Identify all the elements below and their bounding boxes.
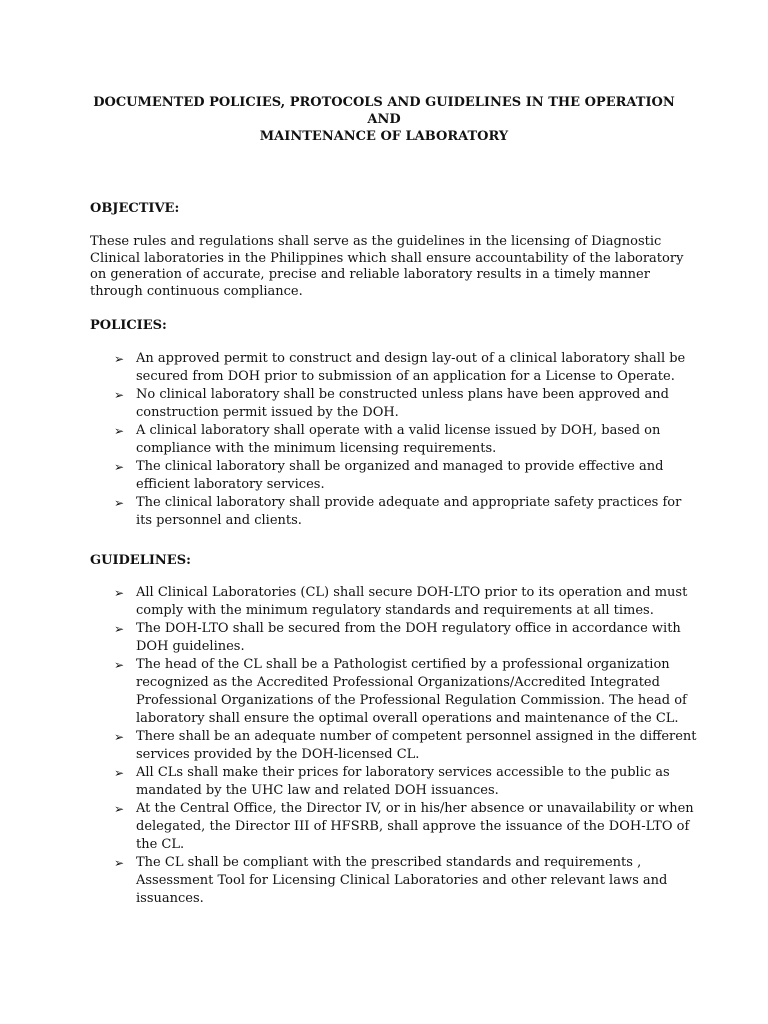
policy-item-text: No clinical laboratory shall be constructed unless plans have been approved and construction permit issued by the DOH.	[136, 387, 669, 420]
guideline-item-text: There shall be an adequate number of competent personnel assigned in the different services provided by the DOH-licensed CL.	[136, 729, 697, 762]
title-line-1: DOCUMENTED POLICIES, PROTOCOLS AND GUIDELINES IN THE OPERATION AND	[93, 95, 675, 127]
arrowhead-bullet-icon: ➢	[114, 802, 125, 816]
guideline-item	[0, 656, 768, 728]
arrowhead-bullet-icon: ➢	[114, 388, 125, 402]
guideline-item-text: All Clinical Laboratories (CL) shall secure DOH-LTO prior to its operation and must comply with the minimum regulatory standards and requirements at all times.	[136, 585, 688, 618]
document-title	[90, 94, 678, 145]
policy-item	[0, 458, 768, 494]
guideline-item-text: All CLs shall make their prices for laboratory services accessible to the public as mandated by the UHC law and related DOH issuances.	[136, 765, 670, 798]
guideline-item-text: The DOH-LTO shall be secured from the DOH regulatory office in accordance with DOH guidelines.	[136, 621, 681, 654]
guideline-item	[0, 584, 768, 620]
objective-text: These rules and regulations shall serve as the guidelines in the licensing of Diagnostic Clinical laboratories in the Philippines which shall ensure accountability of the laboratory on generation of accurate, precise and reliable laboratory results in a timely manner through continuous compliance.	[90, 234, 684, 299]
policy-item-text: The clinical laboratory shall provide adequate and appropriate safety practices for its personnel and clients.	[136, 495, 682, 528]
policy-item-text: The clinical laboratory shall be organized and managed to provide effective and efficient laboratory services.	[136, 459, 664, 492]
arrowhead-bullet-icon: ➢	[114, 586, 125, 600]
arrowhead-bullet-icon: ➢	[114, 766, 125, 780]
policies-list	[0, 350, 768, 530]
policy-item	[0, 494, 768, 530]
guideline-item	[0, 620, 768, 656]
guidelines-heading: GUIDELINES:	[90, 553, 191, 568]
policy-item-text: A clinical laboratory shall operate with a valid license issued by DOH, based on compliance with the minimum licensing requirements.	[136, 423, 661, 456]
objective-heading: OBJECTIVE:	[90, 201, 180, 216]
policy-item	[0, 350, 768, 386]
guideline-item	[0, 764, 768, 800]
arrowhead-bullet-icon: ➢	[114, 856, 125, 870]
policies-heading: POLICIES:	[90, 318, 167, 333]
policy-item-text: An approved permit to construct and design lay-out of a clinical laboratory shall be secured from DOH prior to submission of an application for a License to Operate.	[136, 351, 686, 384]
guideline-item	[0, 854, 768, 908]
arrowhead-bullet-icon: ➢	[114, 496, 125, 510]
guideline-item-text: The head of the CL shall be a Pathologist certified by a professional organization recognized as the Accredited Professional Organizations/Accredited Integrated Professional Organizations of the Professional Regulation Commission. The head of laboratory shall ensure the optimal overall operations and maintenance of the CL.	[136, 657, 687, 726]
policy-item	[0, 422, 768, 458]
title-line-2: MAINTENANCE OF LABORATORY	[259, 129, 509, 144]
policy-item	[0, 386, 768, 422]
arrowhead-bullet-icon: ➢	[114, 730, 125, 744]
arrowhead-bullet-icon: ➢	[114, 352, 125, 366]
guideline-item-text: The CL shall be compliant with the prescribed standards and requirements , Assessment Tool for Licensing Clinical Laboratories and other relevant laws and issuances.	[136, 855, 668, 906]
guideline-item	[0, 800, 768, 854]
arrowhead-bullet-icon: ➢	[114, 460, 125, 474]
guidelines-list	[0, 584, 768, 908]
arrowhead-bullet-icon: ➢	[114, 424, 125, 438]
guideline-item-text: At the Central Office, the Director IV, or in his/her absence or unavailability or when delegated, the Director III of HFSRB, shall approve the issuance of the DOH-LTO of the CL.	[136, 801, 694, 852]
arrowhead-bullet-icon: ➢	[114, 622, 125, 636]
arrowhead-bullet-icon: ➢	[114, 658, 125, 672]
guideline-item	[0, 728, 768, 764]
